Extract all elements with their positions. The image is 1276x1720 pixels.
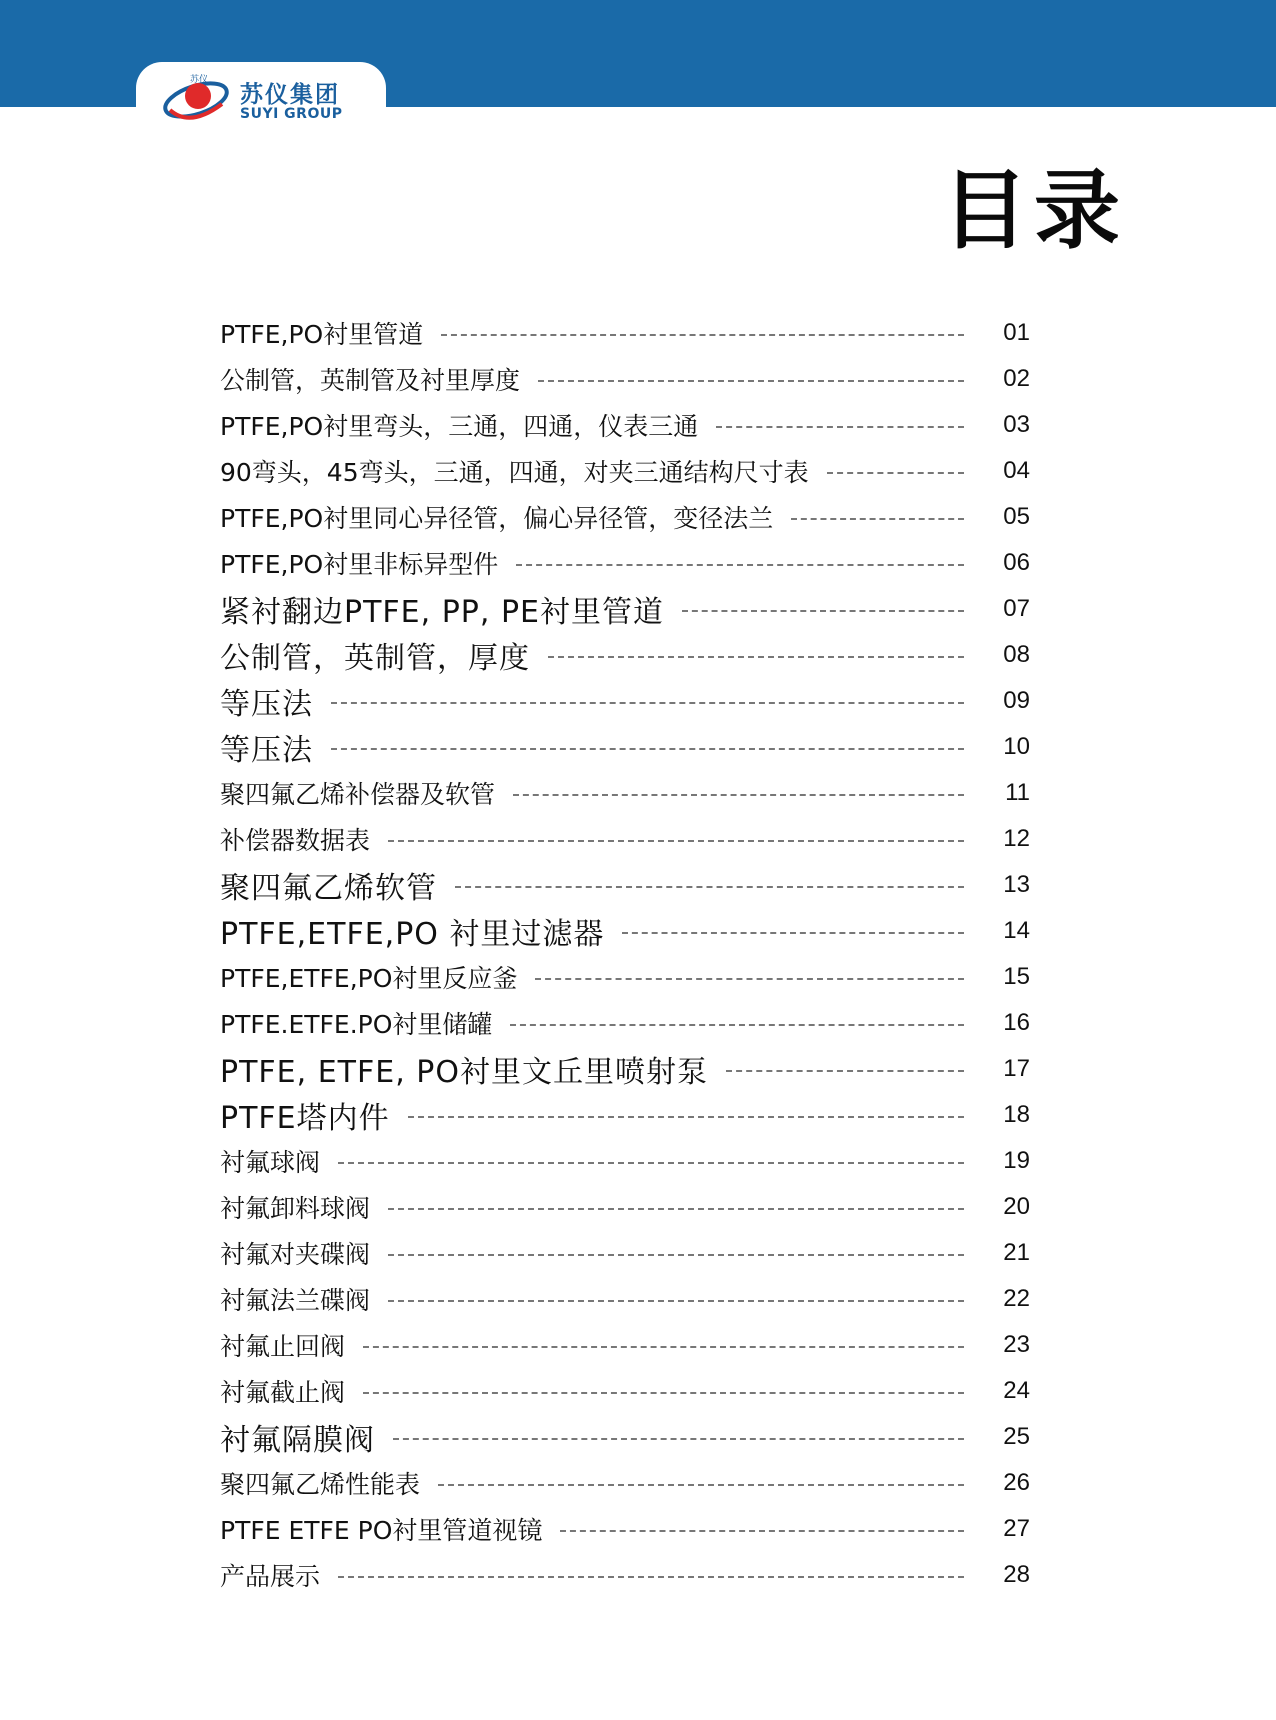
brand-name-en: SUYI GROUP	[240, 106, 343, 122]
dotted-leader	[363, 1346, 964, 1348]
dotted-leader	[338, 1576, 964, 1578]
toc-entry[interactable]	[220, 1552, 1030, 1598]
dotted-leader	[408, 1116, 964, 1118]
dotted-leader	[538, 380, 964, 382]
dotted-leader	[331, 748, 964, 750]
dotted-leader	[827, 472, 964, 474]
dotted-leader	[363, 1392, 964, 1394]
dotted-leader	[716, 426, 964, 428]
toc-entry-title: 衬氟卸料球阀	[220, 1194, 371, 1223]
toc-entry-title: 衬氟隔膜阀	[220, 1423, 375, 1458]
toc-entry[interactable]	[220, 1184, 1030, 1230]
toc-entry[interactable]	[220, 1092, 1030, 1138]
dotted-leader	[548, 656, 964, 658]
toc-entry[interactable]	[220, 586, 1030, 632]
toc-entry-title: 衬氟球阀	[220, 1148, 321, 1177]
dotted-leader	[455, 886, 964, 888]
toc-entry-page-number: 11	[1005, 779, 1030, 806]
toc-entry[interactable]	[220, 1046, 1030, 1092]
dotted-leader	[516, 564, 964, 566]
toc-entry-page-number: 09	[1003, 687, 1030, 714]
toc-entry-title: 补偿器数据表	[220, 826, 371, 855]
dotted-leader	[438, 1484, 964, 1486]
toc-entry[interactable]	[220, 1368, 1030, 1414]
dotted-leader	[331, 702, 964, 704]
toc-entry-title: PTFE,PO衬里弯头，三通，四通，仪表三通	[220, 412, 699, 441]
toc-entry[interactable]	[220, 402, 1030, 448]
toc-entry[interactable]	[220, 540, 1030, 586]
toc-entry-page-number: 12	[1003, 825, 1030, 852]
toc-entry[interactable]	[220, 1506, 1030, 1552]
toc-entry[interactable]	[220, 632, 1030, 678]
toc-entry-title: 紧衬翻边PTFE, PP, PE衬里管道	[220, 595, 664, 630]
dotted-leader	[791, 518, 964, 520]
toc-entry-page-number: 23	[1003, 1331, 1030, 1358]
toc-entry-title: PTFE,ETFE,PO 衬里过滤器	[220, 917, 605, 952]
toc-entry-page-number: 02	[1003, 365, 1030, 392]
toc-entry-page-number: 06	[1003, 549, 1030, 576]
toc-entry-page-number: 19	[1003, 1147, 1030, 1174]
toc-entry[interactable]	[220, 724, 1030, 770]
toc-entry-page-number: 01	[1003, 319, 1030, 346]
dotted-leader	[388, 1300, 964, 1302]
toc-entry-page-number: 24	[1003, 1377, 1030, 1404]
toc-entry-title: PTFE塔内件	[220, 1101, 390, 1136]
toc-entry-page-number: 07	[1003, 595, 1030, 622]
toc-entry-page-number: 21	[1003, 1239, 1030, 1266]
toc-entry-title: PTFE,PO衬里非标异型件	[220, 550, 499, 579]
toc-entry-title: 衬氟止回阀	[220, 1332, 346, 1361]
logo-mark-text: 苏仪	[190, 75, 209, 85]
toc-entry-title: 公制管，英制管，厚度	[220, 641, 530, 676]
toc-entry-title: 衬氟截止阀	[220, 1378, 346, 1407]
toc-entry-title: 等压法	[220, 687, 313, 722]
toc-entry-title: PTFE,ETFE,PO衬里反应釜	[220, 964, 518, 993]
toc-entry[interactable]	[220, 1276, 1030, 1322]
toc-entry-page-number: 20	[1003, 1193, 1030, 1220]
toc-entry[interactable]	[220, 1460, 1030, 1506]
toc-entry-page-number: 16	[1003, 1009, 1030, 1036]
toc-entry[interactable]	[220, 1322, 1030, 1368]
page-title: 目录	[942, 161, 1126, 261]
dotted-leader	[338, 1162, 964, 1164]
toc-entry-page-number: 15	[1003, 963, 1030, 990]
toc-entry-page-number: 17	[1003, 1055, 1030, 1082]
toc-entry-page-number: 22	[1003, 1285, 1030, 1312]
toc-entry-page-number: 08	[1003, 641, 1030, 668]
toc-entry[interactable]	[220, 770, 1030, 816]
brand-name-cn: 苏仪集团	[240, 82, 340, 108]
toc-entry-page-number: 26	[1003, 1469, 1030, 1496]
toc-entry-page-number: 27	[1003, 1515, 1030, 1542]
toc-entry-title: 聚四氟乙烯软管	[220, 871, 437, 906]
toc-entry[interactable]	[220, 816, 1030, 862]
dotted-leader	[622, 932, 964, 934]
toc-entry-title: 公制管，英制管及衬里厚度	[220, 366, 521, 395]
toc-entry-title: 产品展示	[220, 1562, 321, 1591]
toc-entry[interactable]	[220, 908, 1030, 954]
toc-entry-title: 衬氟法兰碟阀	[220, 1286, 371, 1315]
dotted-leader	[682, 610, 964, 612]
toc-entry-page-number: 10	[1003, 733, 1030, 760]
toc-entry-title: 衬氟对夹碟阀	[220, 1240, 371, 1269]
toc-entry-title: PTFE.ETFE.PO衬里储罐	[220, 1010, 493, 1039]
toc-entry-title: PTFE,PO衬里管道	[220, 320, 424, 349]
toc-entry[interactable]	[220, 862, 1030, 908]
toc-entry-title: 等压法	[220, 733, 313, 768]
toc-entry-page-number: 14	[1003, 917, 1030, 944]
toc-entry[interactable]	[220, 310, 1030, 356]
dotted-leader	[726, 1070, 964, 1072]
toc-entry-page-number: 05	[1003, 503, 1030, 530]
toc-entry[interactable]	[220, 954, 1030, 1000]
toc-entry-title: 聚四氟乙烯补偿器及软管	[220, 780, 496, 809]
toc-entry[interactable]	[220, 1138, 1030, 1184]
dotted-leader	[388, 840, 964, 842]
toc-entry[interactable]	[220, 1230, 1030, 1276]
toc-entry-title: PTFE,PO衬里同心异径管，偏心异径管，变径法兰	[220, 504, 774, 533]
dotted-leader	[393, 1438, 964, 1440]
dotted-leader	[441, 334, 964, 336]
toc-entry[interactable]	[220, 494, 1030, 540]
toc-entry[interactable]	[220, 678, 1030, 724]
suyi-logo-icon	[160, 70, 232, 126]
dotted-leader	[388, 1208, 964, 1210]
toc-entry-page-number: 04	[1003, 457, 1030, 484]
toc-entry[interactable]	[220, 1414, 1030, 1460]
toc-entry-title: 90弯头，45弯头，三通，四通，对夹三通结构尺寸表	[220, 458, 809, 487]
dotted-leader	[560, 1530, 964, 1532]
toc-entry-page-number: 25	[1003, 1423, 1030, 1450]
dotted-leader	[510, 1024, 964, 1026]
toc-entry-page-number: 13	[1003, 871, 1030, 898]
dotted-leader	[388, 1254, 964, 1256]
toc-entry-title: PTFE ETFE PO衬里管道视镜	[220, 1516, 543, 1545]
dotted-leader	[513, 794, 964, 796]
toc-entry-page-number: 18	[1003, 1101, 1030, 1128]
toc-entry-page-number: 28	[1003, 1561, 1030, 1588]
dotted-leader	[535, 978, 964, 980]
toc-entry[interactable]	[220, 356, 1030, 402]
toc-entry-title: 聚四氟乙烯性能表	[220, 1470, 421, 1499]
toc-entry-page-number: 03	[1003, 411, 1030, 438]
toc-entry[interactable]	[220, 1000, 1030, 1046]
toc-entry[interactable]	[220, 448, 1030, 494]
table-of-contents	[220, 310, 1030, 1598]
toc-entry-title: PTFE, ETFE, PO衬里文丘里喷射泵	[220, 1055, 708, 1090]
